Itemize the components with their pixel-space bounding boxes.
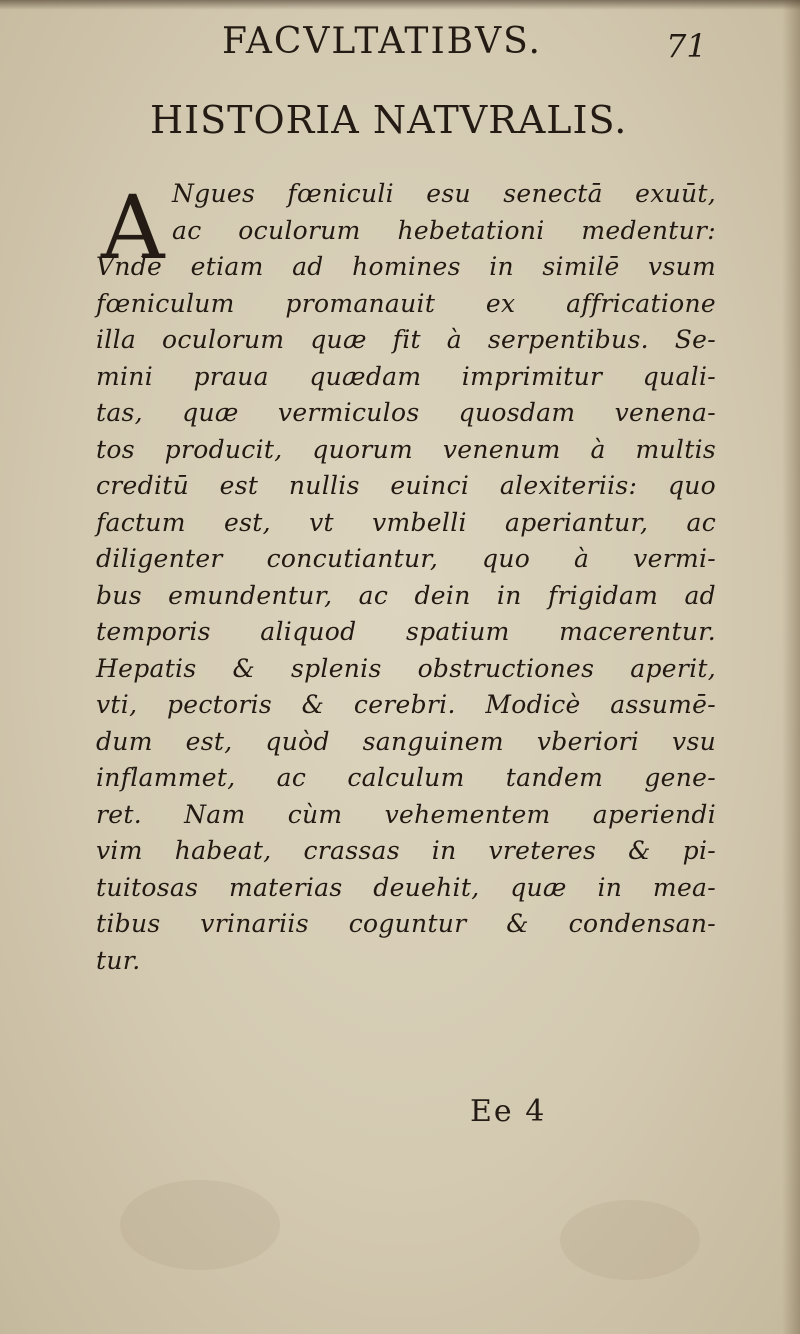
drop-cap: A [101,176,165,279]
text-line: illa oculorum quæ fit à serpentibus. Se- [96,325,716,354]
text-line: tur. [96,945,141,975]
paper-stain [560,1200,700,1280]
text-line: tos producit, quorum venenum à multis [96,434,716,464]
paper-stain [120,1180,280,1270]
text-line: ac oculorum hebetationi medentur: [172,215,716,245]
text-line: ret. Nam cùm vehementem aperiendi [96,799,716,829]
text-line: bus emundentur, ac dein in frigidam ad [96,580,716,610]
text-line: creditū est nullis euinci alexiteriis: quo [96,471,716,500]
text-line: mini praua quædam imprimitur quali- [96,361,716,391]
text-line: vim habeat, crassas in vreteres & pi- [96,836,716,865]
text-line: inflammet, ac calculum tandem gene- [96,763,716,792]
page-top-shadow [0,0,800,10]
text-line: dum est, quòd sanguinem vberiori vsu [96,726,716,756]
text-line: tibus vrinariis coguntur & condensan- [96,909,716,938]
text-line: temporis aliquod spatium macerentur. [96,617,716,646]
signature-mark: Ee 4 [470,1094,547,1129]
page-edge-shadow [782,0,800,1334]
section-title: HISTORIA NATVRALIS. [150,98,628,142]
text-line: tuitosas materias deuehit, quæ in mea- [96,872,716,902]
text-line: Vnde etiam ad homines in similē vsum [96,252,716,281]
text-line: Ngues fœniculi esu senectā exuūt, [172,179,716,208]
text-line: fœniculum promanauit ex affricatione [96,288,716,318]
page-number: 71 [666,27,707,65]
running-head: FACVLTATIBVS. [222,21,542,62]
text-line: Hepatis & splenis obstructiones aperit, [96,653,716,683]
text-line: vti, pectoris & cerebri. Modicè assumē- [96,690,716,719]
body-text [96,176,716,979]
text-line: diligenter concutiantur, quo à vermi- [96,544,716,573]
text-line: tas, quæ vermiculos quosdam venena- [96,398,716,427]
text-line: factum est, vt vmbelli aperiantur, ac [96,507,716,537]
